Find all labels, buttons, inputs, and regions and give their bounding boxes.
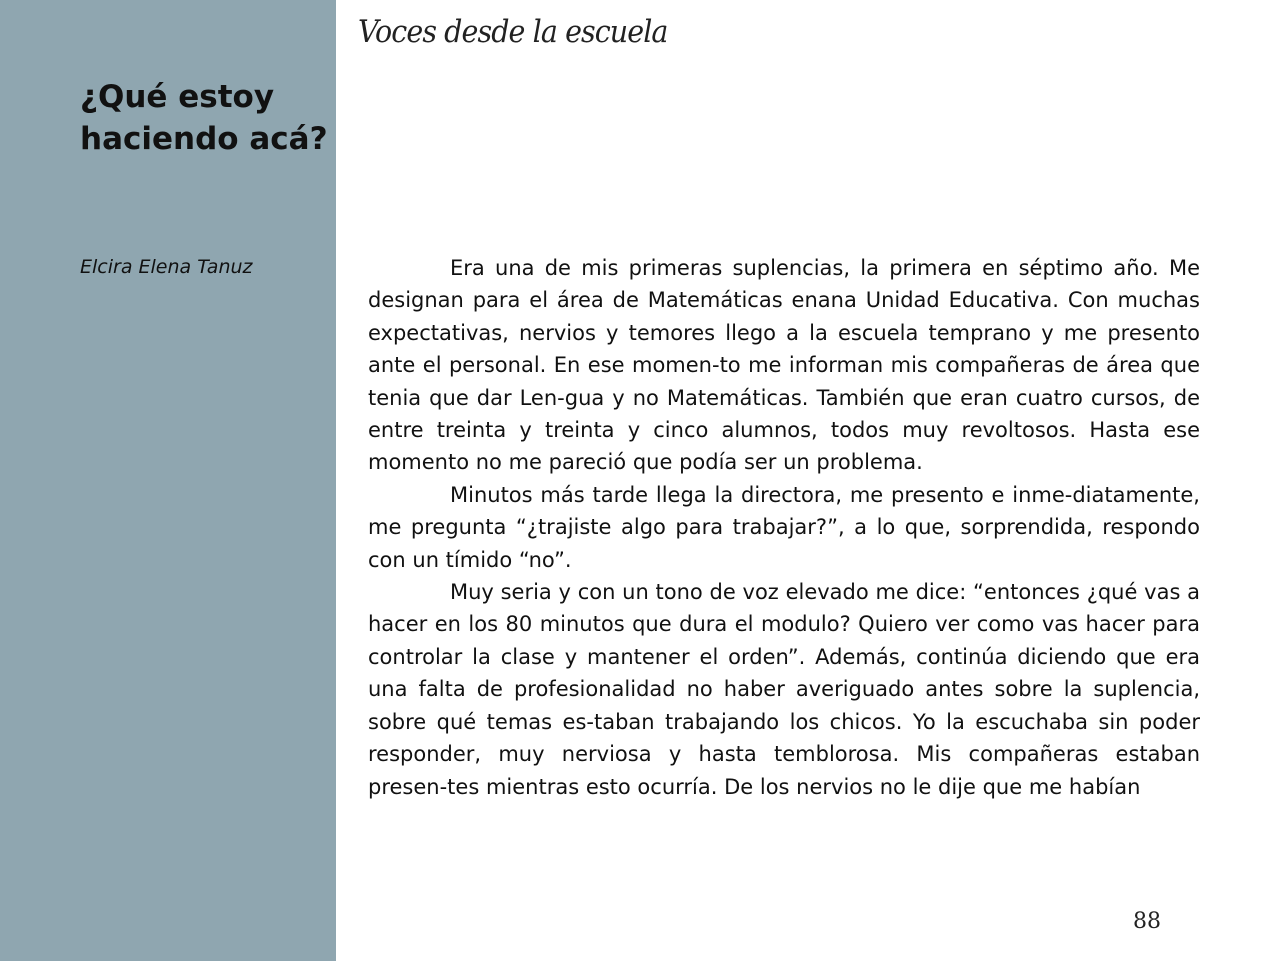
chapter-title: ¿Qué estoy haciendo acá? bbox=[80, 79, 328, 157]
paragraph-1: Era una de mis primeras suplencias, la primera en séptimo año. Me designan para el área de Matemáticas enana Unidad Educativa. Con muchas expectativas, nervios y temores llego a la escuela temprano y me presento ante el personal. En ese momen-to me informan mis compañeras de área que tenia que dar Len-gua y no Matemáticas. También que eran cuatro cursos, de entre treinta y treinta y cinco alumnos, todos muy revoltosos. Hasta ese momento no me pareció que podía ser un problema. bbox=[368, 256, 1200, 475]
paragraph-2: Minutos más tarde llega la directora, me presento e inme-diatamente, me pregunta “¿trajiste algo para trabajar?”, a lo que, sorprendida, respondo con un tímido “no”. bbox=[368, 482, 1200, 572]
body-text bbox=[368, 252, 1200, 803]
page-number: 88 bbox=[1133, 909, 1161, 934]
paragraph-3: Muy seria y con un tono de voz elevado me dice: “entonces ¿qué vas a hacer en los 80 minutos que dura el modulo? Quiero ver como vas hacer para controlar la clase y mantener el orden”. Además, continúa diciendo que era una falta de profesionalidad no haber averiguado antes sobre la suplencia, sobre qué temas es-taban trabajando los chicos. Yo la escuchaba sin poder responder, muy nerviosa y hasta temblorosa. Mis compañeras estaban presen-tes mientras esto ocurría. De los nervios no le dije que me habían bbox=[368, 580, 1200, 799]
running-head: Voces desde la escuela bbox=[358, 14, 668, 50]
author-name: Elcira Elena Tanuz bbox=[80, 256, 253, 278]
